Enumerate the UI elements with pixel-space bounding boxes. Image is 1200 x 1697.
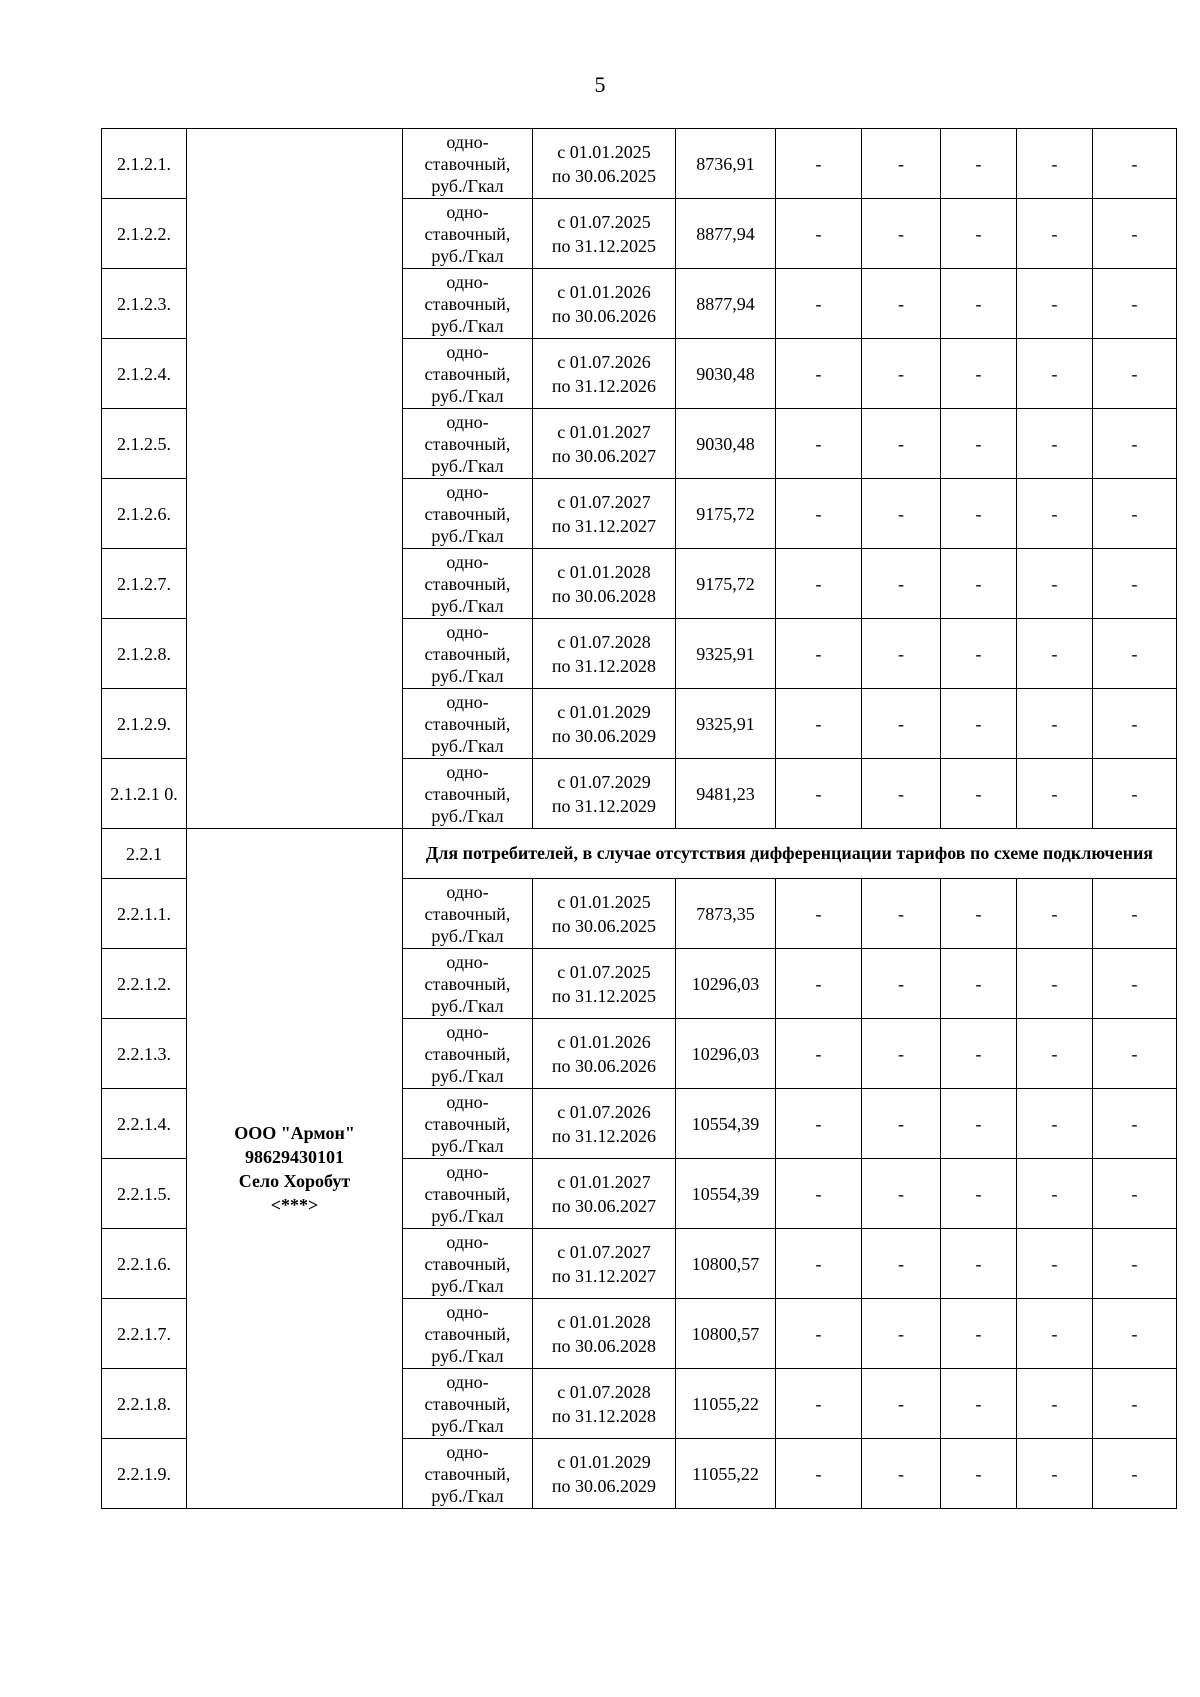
- empty-value: -: [776, 1019, 862, 1089]
- empty-value: -: [941, 1159, 1017, 1229]
- period: [533, 269, 676, 339]
- empty-value: -: [862, 269, 941, 339]
- rate-type-line: ставочный,: [424, 153, 511, 174]
- rate-type-line: руб./Гкал: [431, 1485, 504, 1506]
- organization-line: ООО "Армон": [234, 1122, 355, 1143]
- period-line: по 30.06.2025: [551, 915, 657, 936]
- period-line: с 01.01.2027: [557, 1171, 651, 1192]
- period: [533, 619, 676, 689]
- period: [533, 1369, 676, 1439]
- empty-value: -: [862, 1089, 941, 1159]
- rate-type-line: руб./Гкал: [431, 1135, 504, 1156]
- period-line: по 30.06.2026: [551, 305, 657, 326]
- rate-type: [403, 199, 533, 269]
- empty-value: -: [862, 549, 941, 619]
- tariff-value: 9030,48: [676, 339, 776, 409]
- empty-value: -: [1093, 1019, 1177, 1089]
- empty-value: -: [1093, 759, 1177, 829]
- empty-value: -: [776, 199, 862, 269]
- empty-value: -: [1093, 1369, 1177, 1439]
- rate-type-line: руб./Гкал: [431, 1205, 504, 1226]
- empty-value: -: [1093, 1159, 1177, 1229]
- rate-type: [403, 619, 533, 689]
- tariff-value: 9175,72: [676, 549, 776, 619]
- period: [533, 549, 676, 619]
- empty-value: -: [1093, 1229, 1177, 1299]
- tariff-value: 8736,91: [676, 129, 776, 199]
- empty-value: -: [941, 269, 1017, 339]
- rate-type-line: ставочный,: [424, 643, 511, 664]
- empty-value: -: [941, 409, 1017, 479]
- period: [533, 949, 676, 1019]
- empty-value: -: [941, 1299, 1017, 1369]
- rate-type-line: одно-: [446, 271, 489, 292]
- period-line: с 01.07.2025: [557, 961, 651, 982]
- period-line: по 31.12.2027: [551, 1265, 657, 1286]
- rate-type: [403, 1439, 533, 1509]
- rate-type-line: одно-: [446, 1371, 489, 1392]
- tariff-value: 9030,48: [676, 409, 776, 479]
- rate-type-line: одно-: [446, 761, 489, 782]
- tariff-value: 10296,03: [676, 1019, 776, 1089]
- period-line: с 01.07.2027: [557, 1241, 651, 1262]
- row-number: 2.2.1.8.: [102, 1369, 187, 1439]
- row-number: 2.1.2.1.: [102, 129, 187, 199]
- empty-value: -: [1093, 619, 1177, 689]
- period-line: по 30.06.2029: [551, 1475, 657, 1496]
- rate-type-line: руб./Гкал: [431, 595, 504, 616]
- empty-value: -: [1017, 1089, 1093, 1159]
- rate-type: [403, 129, 533, 199]
- row-number: 2.2.1.4.: [102, 1089, 187, 1159]
- empty-value: -: [1093, 689, 1177, 759]
- rate-type: [403, 879, 533, 949]
- period-line: по 30.06.2027: [551, 1195, 657, 1216]
- period-line: с 01.07.2028: [557, 631, 651, 652]
- empty-value: -: [862, 339, 941, 409]
- page-number: 5: [594, 72, 606, 97]
- rate-type-line: ставочный,: [424, 1463, 511, 1484]
- row-number: 2.1.2.5.: [102, 409, 187, 479]
- empty-value: -: [941, 1229, 1017, 1299]
- empty-value: -: [1093, 549, 1177, 619]
- row-number: 2.1.2.3.: [102, 269, 187, 339]
- rate-type-line: руб./Гкал: [431, 315, 504, 336]
- rate-type-line: ставочный,: [424, 713, 511, 734]
- period-line: с 01.01.2029: [557, 1451, 651, 1472]
- rate-type-line: ставочный,: [424, 973, 511, 994]
- period: [533, 759, 676, 829]
- rate-type-line: одно-: [446, 881, 489, 902]
- empty-value: -: [941, 1019, 1017, 1089]
- empty-value: -: [941, 199, 1017, 269]
- empty-value: -: [1017, 619, 1093, 689]
- tariff-value: 9325,91: [676, 689, 776, 759]
- organization-line: <***>: [270, 1194, 319, 1215]
- rate-type-line: ставочный,: [424, 1323, 511, 1344]
- empty-value: -: [862, 1369, 941, 1439]
- empty-value: -: [776, 759, 862, 829]
- rate-type-line: руб./Гкал: [431, 525, 504, 546]
- section-title: Для потребителей, в случае отсутствия дифференциации тарифов по схеме подключения: [403, 829, 1177, 879]
- row-number: 2.2.1.7.: [102, 1299, 187, 1369]
- period-line: с 01.01.2025: [557, 891, 651, 912]
- empty-value: -: [941, 949, 1017, 1019]
- rate-type: [403, 1159, 533, 1229]
- empty-value: -: [776, 879, 862, 949]
- tariff-value: 10800,57: [676, 1299, 776, 1369]
- period: [533, 339, 676, 409]
- rate-type-line: одно-: [446, 1021, 489, 1042]
- empty-value: -: [1093, 949, 1177, 1019]
- empty-value: -: [776, 339, 862, 409]
- rate-type-line: руб./Гкал: [431, 735, 504, 756]
- empty-value: -: [862, 1299, 941, 1369]
- rate-type-line: руб./Гкал: [431, 1415, 504, 1436]
- empty-value: -: [1093, 269, 1177, 339]
- row-number: 2.1.2.7.: [102, 549, 187, 619]
- rate-type-line: руб./Гкал: [431, 455, 504, 476]
- period-line: по 30.06.2027: [551, 445, 657, 466]
- empty-value: -: [776, 1369, 862, 1439]
- row-number: 2.1.2.6.: [102, 479, 187, 549]
- empty-value: -: [1093, 879, 1177, 949]
- empty-value: -: [1017, 1159, 1093, 1229]
- empty-value: -: [776, 1089, 862, 1159]
- empty-value: -: [776, 269, 862, 339]
- empty-value: -: [776, 1439, 862, 1509]
- empty-value: -: [1017, 1369, 1093, 1439]
- empty-value: -: [1093, 479, 1177, 549]
- empty-value: -: [776, 549, 862, 619]
- rate-type-line: руб./Гкал: [431, 245, 504, 266]
- empty-value: -: [776, 129, 862, 199]
- period-line: по 31.12.2028: [551, 1405, 657, 1426]
- empty-value: -: [941, 479, 1017, 549]
- empty-value: -: [941, 129, 1017, 199]
- rate-type-line: одно-: [446, 131, 489, 152]
- rate-type: [403, 1299, 533, 1369]
- empty-value: -: [941, 549, 1017, 619]
- period: [533, 479, 676, 549]
- row-number: 2.2.1.1.: [102, 879, 187, 949]
- section-number: 2.2.1: [102, 829, 187, 879]
- period-line: по 31.12.2026: [551, 1125, 657, 1146]
- period: [533, 879, 676, 949]
- rate-type: [403, 1019, 533, 1089]
- empty-value: -: [862, 759, 941, 829]
- empty-value: -: [1017, 1019, 1093, 1089]
- rate-type-line: ставочный,: [424, 433, 511, 454]
- rate-type: [403, 1089, 533, 1159]
- empty-value: -: [1017, 199, 1093, 269]
- empty-value: -: [776, 949, 862, 1019]
- rate-type-line: ставочный,: [424, 1043, 511, 1064]
- empty-value: -: [862, 409, 941, 479]
- org-cell-empty: [187, 129, 403, 829]
- empty-value: -: [1093, 1089, 1177, 1159]
- period: [533, 409, 676, 479]
- empty-value: -: [1017, 479, 1093, 549]
- period-line: по 30.06.2028: [551, 1335, 657, 1356]
- rate-type-line: ставочный,: [424, 783, 511, 804]
- empty-value: -: [1093, 199, 1177, 269]
- empty-value: -: [941, 619, 1017, 689]
- rate-type-line: ставочный,: [424, 223, 511, 244]
- empty-value: -: [1017, 689, 1093, 759]
- rate-type-line: одно-: [446, 1161, 489, 1182]
- empty-value: -: [1017, 1299, 1093, 1369]
- period-line: по 31.12.2028: [551, 655, 657, 676]
- rate-type-line: одно-: [446, 341, 489, 362]
- empty-value: -: [862, 129, 941, 199]
- tariff-value: 11055,22: [676, 1439, 776, 1509]
- rate-type: [403, 759, 533, 829]
- row-number: 2.1.2.2.: [102, 199, 187, 269]
- period-line: с 01.01.2028: [557, 561, 651, 582]
- empty-value: -: [1093, 409, 1177, 479]
- rate-type-line: руб./Гкал: [431, 175, 504, 196]
- section-row: [102, 829, 1177, 879]
- empty-value: -: [776, 1159, 862, 1229]
- period-line: с 01.07.2026: [557, 351, 651, 372]
- rate-type-line: одно-: [446, 411, 489, 432]
- row-number: 2.2.1.5.: [102, 1159, 187, 1229]
- empty-value: -: [1017, 269, 1093, 339]
- rate-type-line: руб./Гкал: [431, 385, 504, 406]
- period: [533, 129, 676, 199]
- tariff-value: 11055,22: [676, 1369, 776, 1439]
- period-line: с 01.01.2026: [557, 281, 651, 302]
- rate-type-line: руб./Гкал: [431, 665, 504, 686]
- rate-type-line: одно-: [446, 481, 489, 502]
- period-line: по 30.06.2028: [551, 585, 657, 606]
- empty-value: -: [776, 1229, 862, 1299]
- period-line: по 31.12.2025: [551, 985, 657, 1006]
- empty-value: -: [941, 339, 1017, 409]
- rate-type-line: одно-: [446, 691, 489, 712]
- organization-line: 98629430101: [245, 1146, 344, 1167]
- empty-value: -: [862, 949, 941, 1019]
- tariff-value: 10554,39: [676, 1159, 776, 1229]
- rate-type-line: одно-: [446, 1231, 489, 1252]
- period-line: по 30.06.2029: [551, 725, 657, 746]
- rate-type-line: руб./Гкал: [431, 995, 504, 1016]
- empty-value: -: [941, 1089, 1017, 1159]
- row-number: 2.2.1.6.: [102, 1229, 187, 1299]
- rate-type-line: ставочный,: [424, 293, 511, 314]
- period: [533, 1439, 676, 1509]
- period-line: по 31.12.2026: [551, 375, 657, 396]
- organization-line: Село Хоробут: [238, 1170, 351, 1191]
- empty-value: -: [862, 1159, 941, 1229]
- empty-value: -: [1017, 1229, 1093, 1299]
- empty-value: -: [776, 689, 862, 759]
- period: [533, 1299, 676, 1369]
- row-number: 2.1.2.1 0.: [102, 759, 187, 829]
- rate-type-line: руб./Гкал: [431, 1345, 504, 1366]
- empty-value: -: [862, 1229, 941, 1299]
- rate-type-line: ставочный,: [424, 363, 511, 384]
- row-number: 2.1.2.4.: [102, 339, 187, 409]
- period-line: по 31.12.2029: [551, 795, 657, 816]
- period: [533, 199, 676, 269]
- empty-value: -: [1093, 129, 1177, 199]
- period-line: по 31.12.2025: [551, 235, 657, 256]
- empty-value: -: [1017, 879, 1093, 949]
- rate-type: [403, 949, 533, 1019]
- rate-type-line: одно-: [446, 1441, 489, 1462]
- rate-type-line: одно-: [446, 201, 489, 222]
- period-line: с 01.07.2025: [557, 211, 651, 232]
- organization-cell: [187, 829, 403, 1509]
- empty-value: -: [862, 1019, 941, 1089]
- period-line: с 01.01.2029: [557, 701, 651, 722]
- row-number: 2.2.1.3.: [102, 1019, 187, 1089]
- empty-value: -: [941, 1369, 1017, 1439]
- empty-value: -: [862, 479, 941, 549]
- period-line: с 01.01.2028: [557, 1311, 651, 1332]
- rate-type-line: ставочный,: [424, 1113, 511, 1134]
- period: [533, 1159, 676, 1229]
- rate-type-line: руб./Гкал: [431, 1065, 504, 1086]
- row-number: 2.1.2.9.: [102, 689, 187, 759]
- period-line: с 01.07.2029: [557, 771, 651, 792]
- period-line: с 01.01.2027: [557, 421, 651, 442]
- tariff-value: 8877,94: [676, 269, 776, 339]
- empty-value: -: [776, 1299, 862, 1369]
- tariff-value: 9325,91: [676, 619, 776, 689]
- row-number: 2.1.2.8.: [102, 619, 187, 689]
- empty-value: -: [1017, 949, 1093, 1019]
- rate-type-line: одно-: [446, 1301, 489, 1322]
- empty-value: -: [862, 619, 941, 689]
- period: [533, 1019, 676, 1089]
- empty-value: -: [1017, 1439, 1093, 1509]
- period-line: по 31.12.2027: [551, 515, 657, 536]
- table-row: [102, 129, 1177, 199]
- rate-type: [403, 269, 533, 339]
- tariff-table: [101, 128, 1177, 1509]
- empty-value: -: [862, 689, 941, 759]
- period: [533, 689, 676, 759]
- empty-value: -: [941, 759, 1017, 829]
- empty-value: -: [1017, 759, 1093, 829]
- empty-value: -: [1017, 409, 1093, 479]
- rate-type-line: ставочный,: [424, 903, 511, 924]
- tariff-value: 10554,39: [676, 1089, 776, 1159]
- empty-value: -: [941, 1439, 1017, 1509]
- rate-type-line: одно-: [446, 951, 489, 972]
- rate-type-line: одно-: [446, 551, 489, 572]
- rate-type-line: одно-: [446, 1091, 489, 1112]
- rate-type-line: ставочный,: [424, 1183, 511, 1204]
- period-line: с 01.01.2025: [557, 141, 651, 162]
- period-line: по 30.06.2026: [551, 1055, 657, 1076]
- empty-value: -: [776, 409, 862, 479]
- period-line: с 01.01.2026: [557, 1031, 651, 1052]
- empty-value: -: [1017, 339, 1093, 409]
- period-line: по 30.06.2025: [551, 165, 657, 186]
- empty-value: -: [1017, 129, 1093, 199]
- empty-value: -: [1017, 549, 1093, 619]
- empty-value: -: [1093, 1439, 1177, 1509]
- empty-value: -: [941, 689, 1017, 759]
- rate-type: [403, 409, 533, 479]
- empty-value: -: [862, 879, 941, 949]
- empty-value: -: [941, 879, 1017, 949]
- period-line: с 01.07.2027: [557, 491, 651, 512]
- tariff-value: 9175,72: [676, 479, 776, 549]
- period: [533, 1229, 676, 1299]
- rate-type: [403, 549, 533, 619]
- tariff-value: 10800,57: [676, 1229, 776, 1299]
- tariff-value: 10296,03: [676, 949, 776, 1019]
- rate-type: [403, 1229, 533, 1299]
- row-number: 2.2.1.9.: [102, 1439, 187, 1509]
- rate-type-line: одно-: [446, 621, 489, 642]
- rate-type: [403, 339, 533, 409]
- rate-type-line: руб./Гкал: [431, 925, 504, 946]
- rate-type-line: ставочный,: [424, 503, 511, 524]
- empty-value: -: [1093, 1299, 1177, 1369]
- empty-value: -: [862, 1439, 941, 1509]
- tariff-table-body: [102, 129, 1177, 1509]
- rate-type-line: руб./Гкал: [431, 805, 504, 826]
- empty-value: -: [776, 619, 862, 689]
- rate-type: [403, 1369, 533, 1439]
- rate-type-line: руб./Гкал: [431, 1275, 504, 1296]
- period: [533, 1089, 676, 1159]
- tariff-value: 8877,94: [676, 199, 776, 269]
- empty-value: -: [776, 479, 862, 549]
- rate-type-line: ставочный,: [424, 1393, 511, 1414]
- row-number: 2.2.1.2.: [102, 949, 187, 1019]
- empty-value: -: [1093, 339, 1177, 409]
- empty-value: -: [862, 199, 941, 269]
- rate-type-line: ставочный,: [424, 1253, 511, 1274]
- rate-type-line: ставочный,: [424, 573, 511, 594]
- tariff-value: 7873,35: [676, 879, 776, 949]
- rate-type: [403, 689, 533, 759]
- period-line: с 01.07.2026: [557, 1101, 651, 1122]
- tariff-value: 9481,23: [676, 759, 776, 829]
- rate-type: [403, 479, 533, 549]
- period-line: с 01.07.2028: [557, 1381, 651, 1402]
